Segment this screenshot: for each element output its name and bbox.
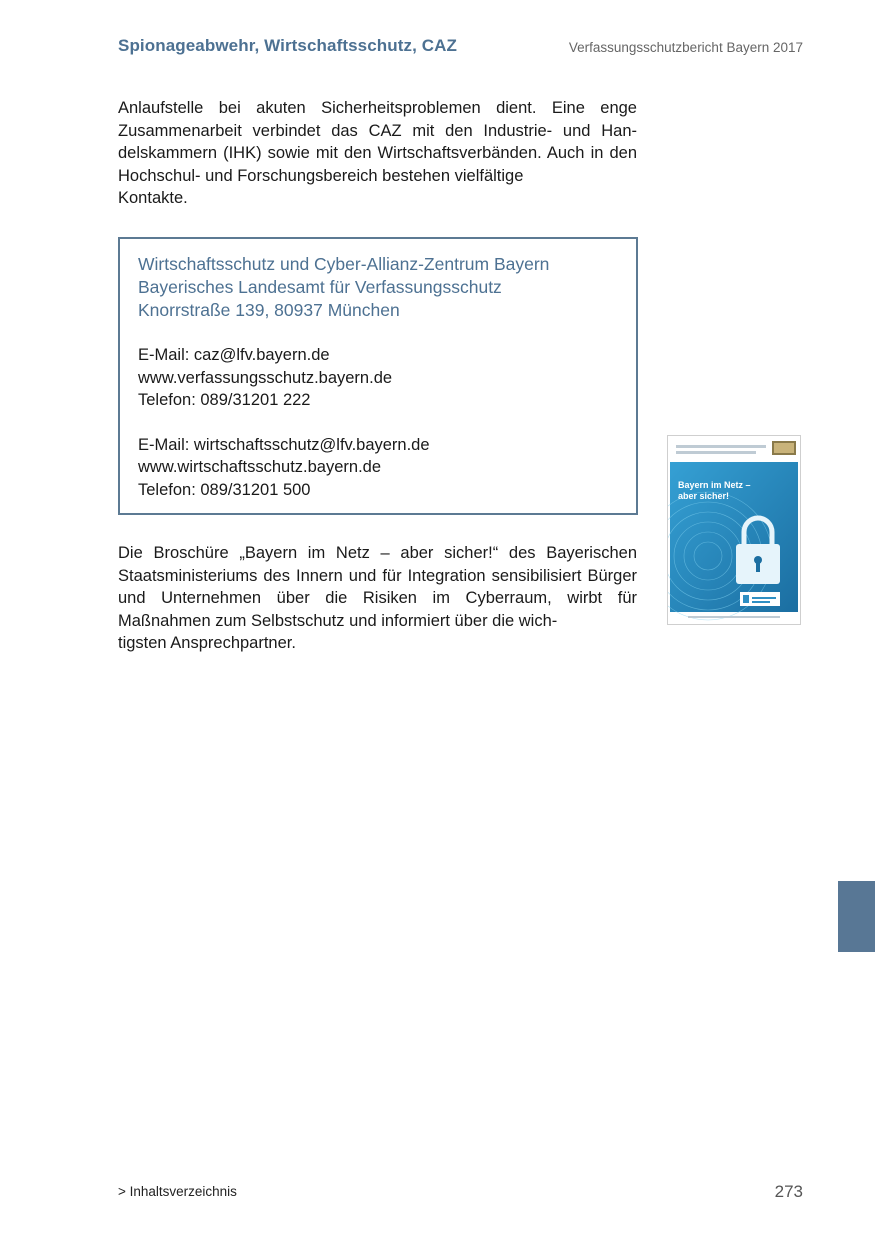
text-line: Anlaufstelle bei akuten Sicherheitsproblemen dient. Eine enge [118,99,637,117]
text-line: Bürger und Unternehmen über die Risiken im Cyberraum, wirbt [118,566,637,607]
chapter-tab-marker [838,881,875,952]
paragraph-brochure [118,542,637,655]
page-number: 273 [774,1182,803,1201]
contact-block-caz [138,344,624,412]
cover-title-line: Bayern im Netz – [678,480,751,490]
report-title: Verfassungsschutzbericht Bayern 2017 [568,40,803,55]
agency-line: Bayerisches Landesamt für Verfassungsschutz [138,277,502,297]
text-line: tigsten Ansprechpartner. [118,634,296,652]
brochure-cover-graphic [668,436,800,624]
text-line: für Maßnahmen zum Selbstschutz und informiert über die wich- [118,589,637,630]
website-link[interactable]: www.verfassungsschutz.bayern.de [138,368,393,387]
text-line: Zusammenarbeit verbindet das CAZ mit den Industrie- und Han- [118,121,637,140]
text-line: Kontakte. [118,189,188,207]
text-line: delskammern (IHK) sowie mit den Wirtschaftsverbänden. Auch [118,144,585,162]
contact-heading [138,253,624,322]
address-line: Knorrstraße 139, 80937 München [138,300,400,320]
phone-number: Telefon: 089/31201 222 [138,391,311,409]
contact-box [118,237,638,515]
email-link[interactable]: E-Mail: caz@lfv.bayern.de [138,346,330,364]
paragraph-intro [118,97,637,210]
phone-number: Telefon: 089/31201 500 [138,480,311,499]
brochure-cover-image [667,435,801,625]
table-of-contents-link[interactable]: > Inhaltsverzeichnis [118,1184,237,1199]
cover-title-line: aber sicher! [678,491,730,501]
website-link[interactable]: www.wirtschaftsschutz.bayern.de [138,458,382,476]
text-line: in den Hochschul- und Forschungsbereich bestehen vielfältige [118,144,637,185]
section-header: Spionageabwehr, Wirtschaftsschutz, CAZ [118,36,457,55]
agency-line: Wirtschaftsschutz und Cyber-Allianz-Zentrum Bayern [138,254,550,274]
contact-block-wirtschaftsschutz [138,434,624,502]
text-line: Die Broschüre „Bayern im Netz – aber sicher!“ des Bayerischen [118,544,637,562]
email-link[interactable]: E-Mail: wirtschaftsschutz@lfv.bayern.de [138,435,430,454]
text-line: Staatsministeriums des Innern und für Integration sensibilisiert [118,566,582,585]
